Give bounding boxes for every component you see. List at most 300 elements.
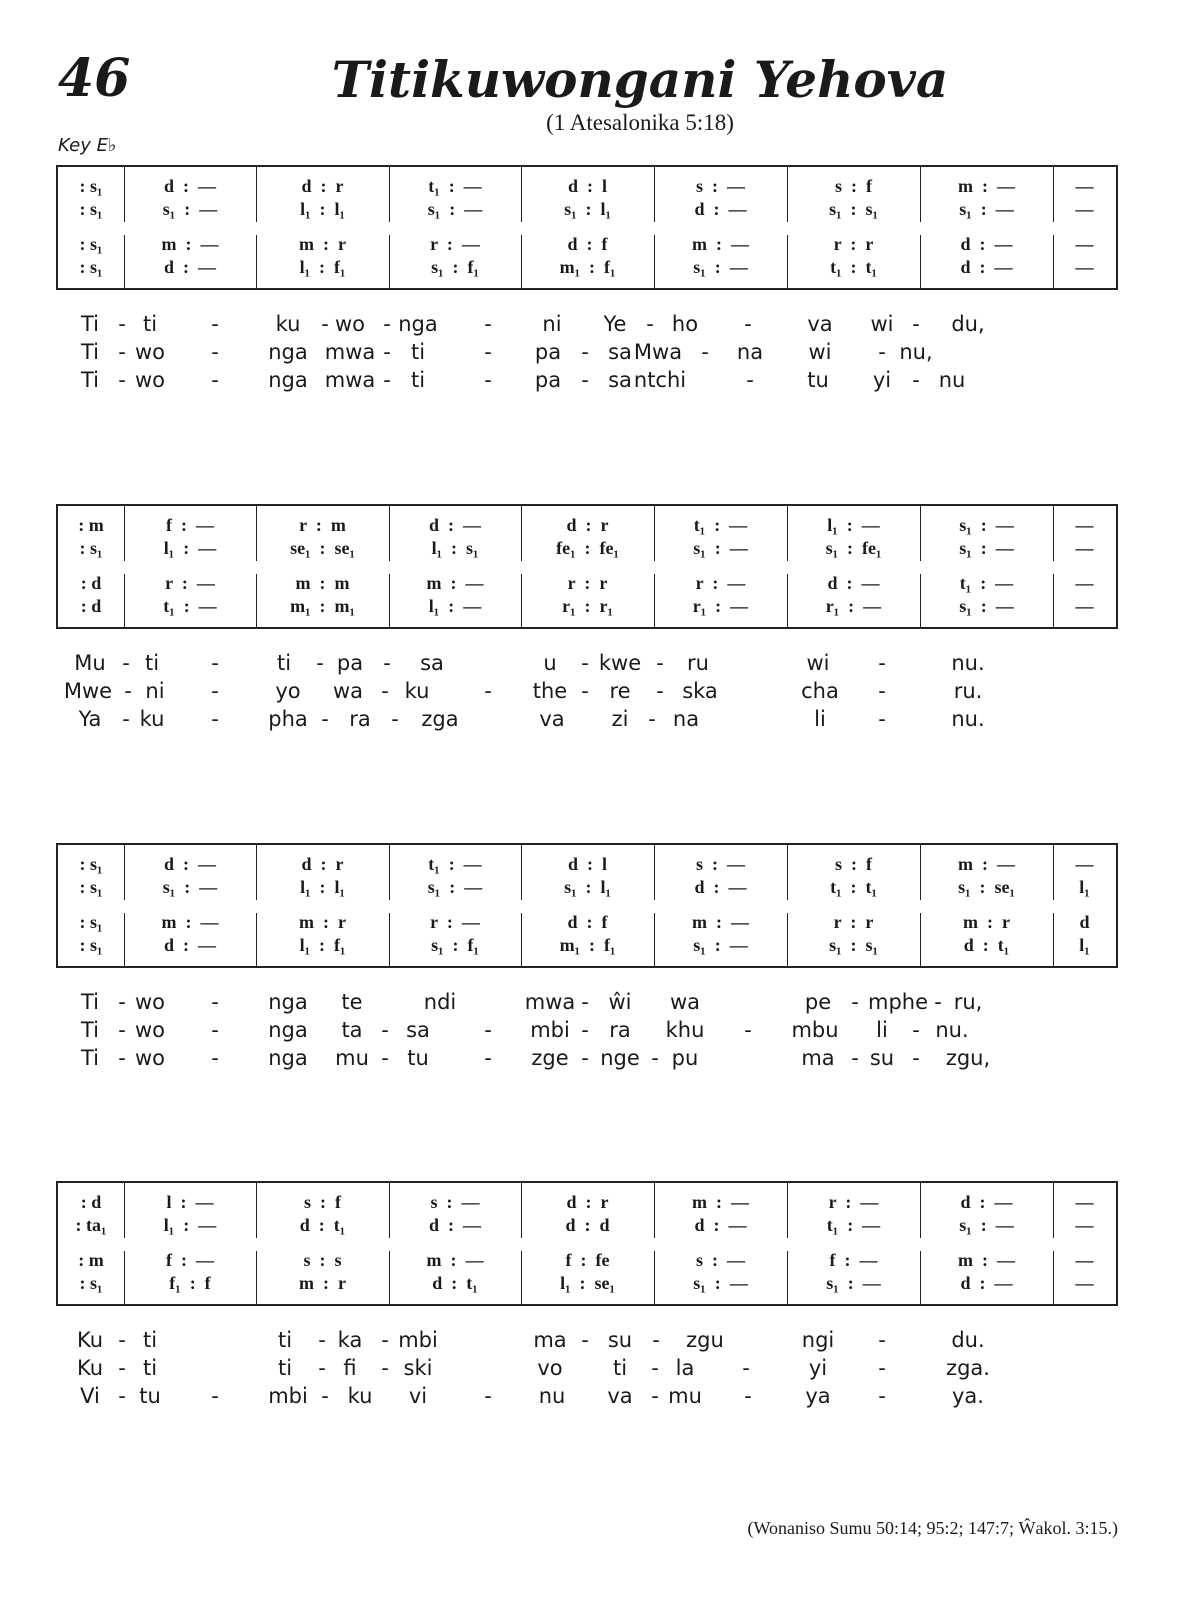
syllable: yo [275,679,301,703]
hyphen: - [581,1328,589,1352]
syllable: u [543,651,557,675]
hyphen: - [318,1356,326,1380]
note-cell: : s₁ [79,1273,103,1293]
syllable: ti [410,368,426,392]
note-cell: — [1075,854,1094,874]
syllable: ti [277,1328,293,1352]
note-cell: d : t₁ [432,1273,478,1293]
syllable: wo [134,990,166,1014]
hyphen: - [383,368,391,392]
voice-row-3 [58,1249,1116,1271]
hyphen: - [118,1328,126,1352]
voice-row-1 [58,1191,1116,1213]
note-cell: l₁ : f₁ [299,935,346,955]
syllable: ski [403,1356,433,1380]
note-cell: d : t₁ [299,1215,346,1235]
syllable: mbi [530,1018,570,1042]
note-cell: r : m [299,515,346,535]
syllable: nga [268,990,308,1014]
syllable: fi [343,1356,357,1380]
note-cell: t₁ : t₁ [830,877,877,897]
note-cell: s₁ : — [162,199,218,219]
note-cell: s₁ : — [427,877,483,897]
syllable: Vi [80,1384,100,1408]
hyphen: - [118,990,126,1014]
syllable: yi [808,1356,828,1380]
music-system-2 [56,504,1118,629]
voice-row-1 [58,175,1116,197]
note-cell: l₁ [1079,877,1090,897]
note-cell: s : f [835,854,872,874]
note-cell: s₁ : fe₁ [825,538,882,558]
syllable: ŵi [608,990,632,1014]
hyphen: - [581,368,589,392]
syllable: su [607,1328,633,1352]
note-cell: d : r [301,176,344,196]
note-cell: s₁ : — [427,199,483,219]
note-cell: : m [78,1250,104,1270]
syllable: Mwe [63,679,113,703]
syllable: wi [870,312,894,336]
syllable: nu [938,368,966,392]
hyphen: - [648,707,656,731]
hyphen: - [391,707,399,731]
syllable: nu. [951,707,985,731]
syllable: Ti [80,990,100,1014]
note-cell: s₁ : — [826,1273,881,1293]
note-cell: — [1075,1215,1094,1235]
note-cell: : s₁ [79,199,103,219]
hyphen: - [581,1046,589,1070]
syllable: ti [144,651,160,675]
note-cell: m : — [958,1250,1015,1270]
syllable: ni [542,312,562,336]
syllable: ti [410,340,426,364]
syllable: kwe [598,651,642,675]
hyphen: - [122,707,130,731]
syllable: li [876,1018,888,1042]
note-cell: l₁ : — [827,515,880,535]
music-system-3 [56,843,1118,968]
voice-row-2 [58,1214,1116,1236]
hyphen: - [484,1384,492,1408]
note-cell: : s₁ [79,234,103,254]
music-system-1 [56,165,1118,290]
note-cell: : s₁ [79,538,103,558]
syllable: ti [142,1356,158,1380]
hyphen: - [211,368,219,392]
note-cell: s₁ : — [693,257,748,277]
note-cell: s₁ : f₁ [431,935,479,955]
syllable: li [814,707,826,731]
note-cell: s₁ : se₁ [958,877,1015,897]
hyphen: - [321,707,329,731]
note-cell: s₁ : — [693,1273,748,1293]
syllable: vi [408,1384,428,1408]
note-cell: — [1075,199,1094,219]
hyphen: - [316,651,324,675]
syllable: yi [872,368,892,392]
syllable: ni [145,679,165,703]
note-cell: d : — [960,1273,1013,1293]
syllable: nga [398,312,438,336]
note-cell: — [1075,515,1094,535]
hyphen: - [211,1384,219,1408]
note-cell: : s₁ [79,935,103,955]
syllable: va [807,312,833,336]
hyphen: - [656,679,664,703]
syllable: ho [671,312,699,336]
syllable: wo [134,1018,166,1042]
hyphen: - [912,1046,920,1070]
syllable: Mwa [633,340,683,364]
note-cell: s : — [430,1192,480,1212]
note-cell: s : f [304,1192,341,1212]
hyphen: - [646,312,654,336]
syllable: mbi [268,1384,308,1408]
note-cell: — [1075,1192,1094,1212]
hyphen: - [878,1328,886,1352]
note-cell: l₁ : — [163,1215,217,1235]
syllable: Mu [74,651,106,675]
note-cell: s₁ : l₁ [564,199,611,219]
syllable: na [672,707,700,731]
hyphen: - [211,1046,219,1070]
syllable: wo [334,312,366,336]
note-cell: l₁ : f₁ [299,257,346,277]
syllable: ti [612,1356,628,1380]
note-cell: — [1075,538,1094,558]
note-cell: f : — [166,515,214,535]
syllable: nga [268,1046,308,1070]
note-cell: s : — [696,1250,745,1270]
syllable: nu. [951,651,985,675]
hyphen: - [381,1018,389,1042]
note-cell: : ta₁ [75,1215,107,1235]
hyphen: - [878,679,886,703]
note-cell: t₁ : — [693,515,748,535]
note-cell: r : — [430,234,480,254]
note-cell: f : — [166,1250,214,1270]
note-cell: d : — [163,935,216,955]
hyphen: - [118,312,126,336]
note-cell: t₁ : — [428,854,482,874]
note-cell: f : fe [565,1250,610,1270]
hyphen: - [211,340,219,364]
hyphen: - [581,651,589,675]
song-number: 46 [58,48,131,109]
hyphen: - [744,1018,752,1042]
hyphen: - [878,1356,886,1380]
syllable: Ye [603,312,627,336]
note-cell: : s₁ [79,877,103,897]
note-cell: — [1075,596,1094,616]
note-cell: d : d [565,1215,610,1235]
syllable: ka [337,1328,363,1352]
note-cell: s : — [696,854,745,874]
note-cell: d : — [960,1192,1013,1212]
syllable: mu [335,1046,369,1070]
syllable: ti [277,1356,293,1380]
hyphen: - [118,1384,126,1408]
syllable: ru, [953,990,983,1014]
syllable: tu [139,1384,161,1408]
syllable: zge [531,1046,569,1070]
hyphen: - [746,368,754,392]
hyphen: - [381,679,389,703]
syllable: tu [407,1046,429,1070]
note-cell: — [1075,176,1094,196]
syllable: nu. [935,1018,969,1042]
syllable: ntchi [633,368,687,392]
note-cell: : d [80,596,102,616]
note-cell: r : — [165,573,215,593]
hyphen: - [701,340,709,364]
note-cell: l₁ : s₁ [431,538,479,558]
note-cell: : s₁ [79,854,103,874]
note-cell: l : — [166,1192,214,1212]
note-cell: r₁ : r₁ [562,596,613,616]
note-cell: : s₁ [79,912,103,932]
note-cell: : s₁ [79,257,103,277]
note-cell: — [1075,257,1094,277]
note-cell: m₁ : f₁ [559,257,616,277]
hyphen: - [211,312,219,336]
note-cell: s₁ : s₁ [829,935,878,955]
hyphen: - [656,651,664,675]
syllable: sa [608,340,632,364]
hyphen: - [118,1356,126,1380]
hyphen: - [118,368,126,392]
note-cell: r : — [430,912,480,932]
note-cell: d : — [960,257,1013,277]
hyphen: - [912,312,920,336]
syllable: Ti [80,1046,100,1070]
note-cell: s₁ : — [693,538,748,558]
syllable: ru. [953,679,983,703]
voice-row-1 [58,514,1116,536]
note-cell: m : — [161,912,219,932]
note-cell: d : — [694,877,747,897]
hyphen: - [484,340,492,364]
hyphen: - [211,1018,219,1042]
note-cell: d : — [163,176,216,196]
syllable: nga [268,368,308,392]
hyphen: - [381,1356,389,1380]
hyphen: - [851,990,859,1014]
note-cell: d : — [694,199,747,219]
voice-row-4 [58,1272,1116,1294]
syllable: mbu [791,1018,839,1042]
cross-references: (Wonaniso Sumu 50:14; 95:2; 147:7; Ŵakol. 3:15.) [747,1518,1118,1538]
note-cell: : m [78,515,104,535]
note-cell: m : — [958,854,1015,874]
voice-row-3 [58,572,1116,594]
note-cell: d : f [567,912,608,932]
note-cell: m : m [295,573,350,593]
note-cell: t₁ : — [826,1215,881,1235]
syllable: ti [142,1328,158,1352]
syllable: re [609,679,631,703]
syllable: ra [609,1018,631,1042]
syllable: nu, [899,340,933,364]
syllable: du. [951,1328,985,1352]
note-cell: f₁ : f [169,1273,211,1293]
syllable: ku [139,707,165,731]
syllable: va [607,1384,633,1408]
syllable: the [532,679,568,703]
note-cell: l₁ : — [428,596,482,616]
key-signature: Key E♭ [58,135,117,156]
note-cell: m : — [161,234,219,254]
syllable: mbi [398,1328,438,1352]
syllable: pe [804,990,832,1014]
hyphen: - [744,312,752,336]
syllable: Ku [76,1356,104,1380]
syllable: ma [533,1328,567,1352]
syllable: ku [404,679,430,703]
hyphen: - [118,1046,126,1070]
syllable: ku [347,1384,373,1408]
note-cell: d : f [567,234,608,254]
syllable: mwa [524,990,576,1014]
syllable: Ti [80,340,100,364]
hyphen: - [124,679,132,703]
hyphen: - [484,368,492,392]
note-cell: — [1075,1250,1094,1270]
syllable: sa [608,368,632,392]
note-cell: l₁ : l₁ [300,199,345,219]
note-cell: t₁ : — [163,596,217,616]
note-cell: — [1075,1273,1094,1293]
hyphen: - [912,1018,920,1042]
hyphen: - [878,651,886,675]
note-cell: d : r [566,515,609,535]
note-cell: m : r [299,912,346,932]
syllable: ma [801,1046,835,1070]
note-cell: m : — [958,176,1015,196]
hyphen: - [381,1046,389,1070]
syllable: vo [537,1356,563,1380]
hyphen: - [484,312,492,336]
hyphen: - [211,679,219,703]
hyphen: - [318,1328,326,1352]
hyphen: - [581,679,589,703]
syllable: ti [276,651,292,675]
music-system-4 [56,1181,1118,1306]
hyphen: - [934,990,942,1014]
syllable: pa [534,368,562,392]
syllable: la [675,1356,695,1380]
syllable: nga [268,340,308,364]
syllable: zgu [686,1328,724,1352]
note-cell: r : r [833,234,874,254]
note-cell: d : r [301,854,344,874]
note-cell: se₁ : se₁ [290,538,355,558]
syllable: Ku [76,1328,104,1352]
note-cell: m₁ : f₁ [559,935,616,955]
voice-row-3 [58,911,1116,933]
syllable: nga [268,1018,308,1042]
note-cell: d : — [694,1215,747,1235]
syllable: Ti [80,368,100,392]
hyphen: - [878,1384,886,1408]
note-cell: s₁ : s₁ [829,199,878,219]
hyphen: - [211,990,219,1014]
hyphen: - [878,340,886,364]
syllable: ska [682,679,718,703]
note-cell: : s₁ [79,176,103,196]
note-cell: — [1075,234,1094,254]
note-cell: r₁ : — [825,596,882,616]
voice-row-3 [58,233,1116,255]
note-cell: s₁ : — [162,877,218,897]
hyphen: - [383,651,391,675]
note-cell: d : — [960,234,1013,254]
hyphen: - [581,340,589,364]
syllable: mphe [867,990,929,1014]
note-cell: r : r [567,573,608,593]
hyphen: - [651,1046,659,1070]
hyphen: - [383,340,391,364]
note-cell: s₁ : — [959,1215,1014,1235]
syllable: wa [669,990,701,1014]
syllable: tu [807,368,829,392]
note-cell: s₁ : — [959,538,1014,558]
note-cell: r : — [828,1192,879,1212]
hyphen: - [581,990,589,1014]
syllable: mwa [324,340,376,364]
syllable: pa [534,340,562,364]
note-cell: s₁ : f₁ [431,257,479,277]
hyphen: - [742,1356,750,1380]
syllable: zgu, [945,1046,991,1070]
syllable: pha [268,707,308,731]
syllable: ra [349,707,371,731]
hyphen: - [651,1384,659,1408]
note-cell: d : — [827,573,880,593]
hyphen: - [851,1046,859,1070]
note-cell: s : — [696,176,745,196]
syllable: nge [600,1046,640,1070]
note-cell: t₁ : — [959,573,1014,593]
hyphen: - [651,1356,659,1380]
note-cell: d : — [428,515,481,535]
syllable: mwa [324,368,376,392]
syllable: Ti [80,1018,100,1042]
hyphen: - [381,1328,389,1352]
voice-row-2 [58,876,1116,898]
voice-row-4 [58,934,1116,956]
syllable: pu [671,1046,699,1070]
note-cell: s₁ : l₁ [564,877,611,897]
hyphen: - [484,1018,492,1042]
syllable: ngi [801,1328,835,1352]
hyphen: - [211,651,219,675]
syllable: wa [332,679,364,703]
hyphen: - [211,707,219,731]
note-cell: l₁ : se₁ [560,1273,615,1293]
syllable: ya. [952,1384,984,1408]
hyphen: - [878,707,886,731]
note-cell: d [1079,912,1090,932]
hyphen: - [122,651,130,675]
note-cell: d : — [163,257,216,277]
syllable: zga [421,707,459,731]
note-cell: : d [80,573,102,593]
syllable: su [869,1046,895,1070]
note-cell: s₁ : — [959,199,1014,219]
